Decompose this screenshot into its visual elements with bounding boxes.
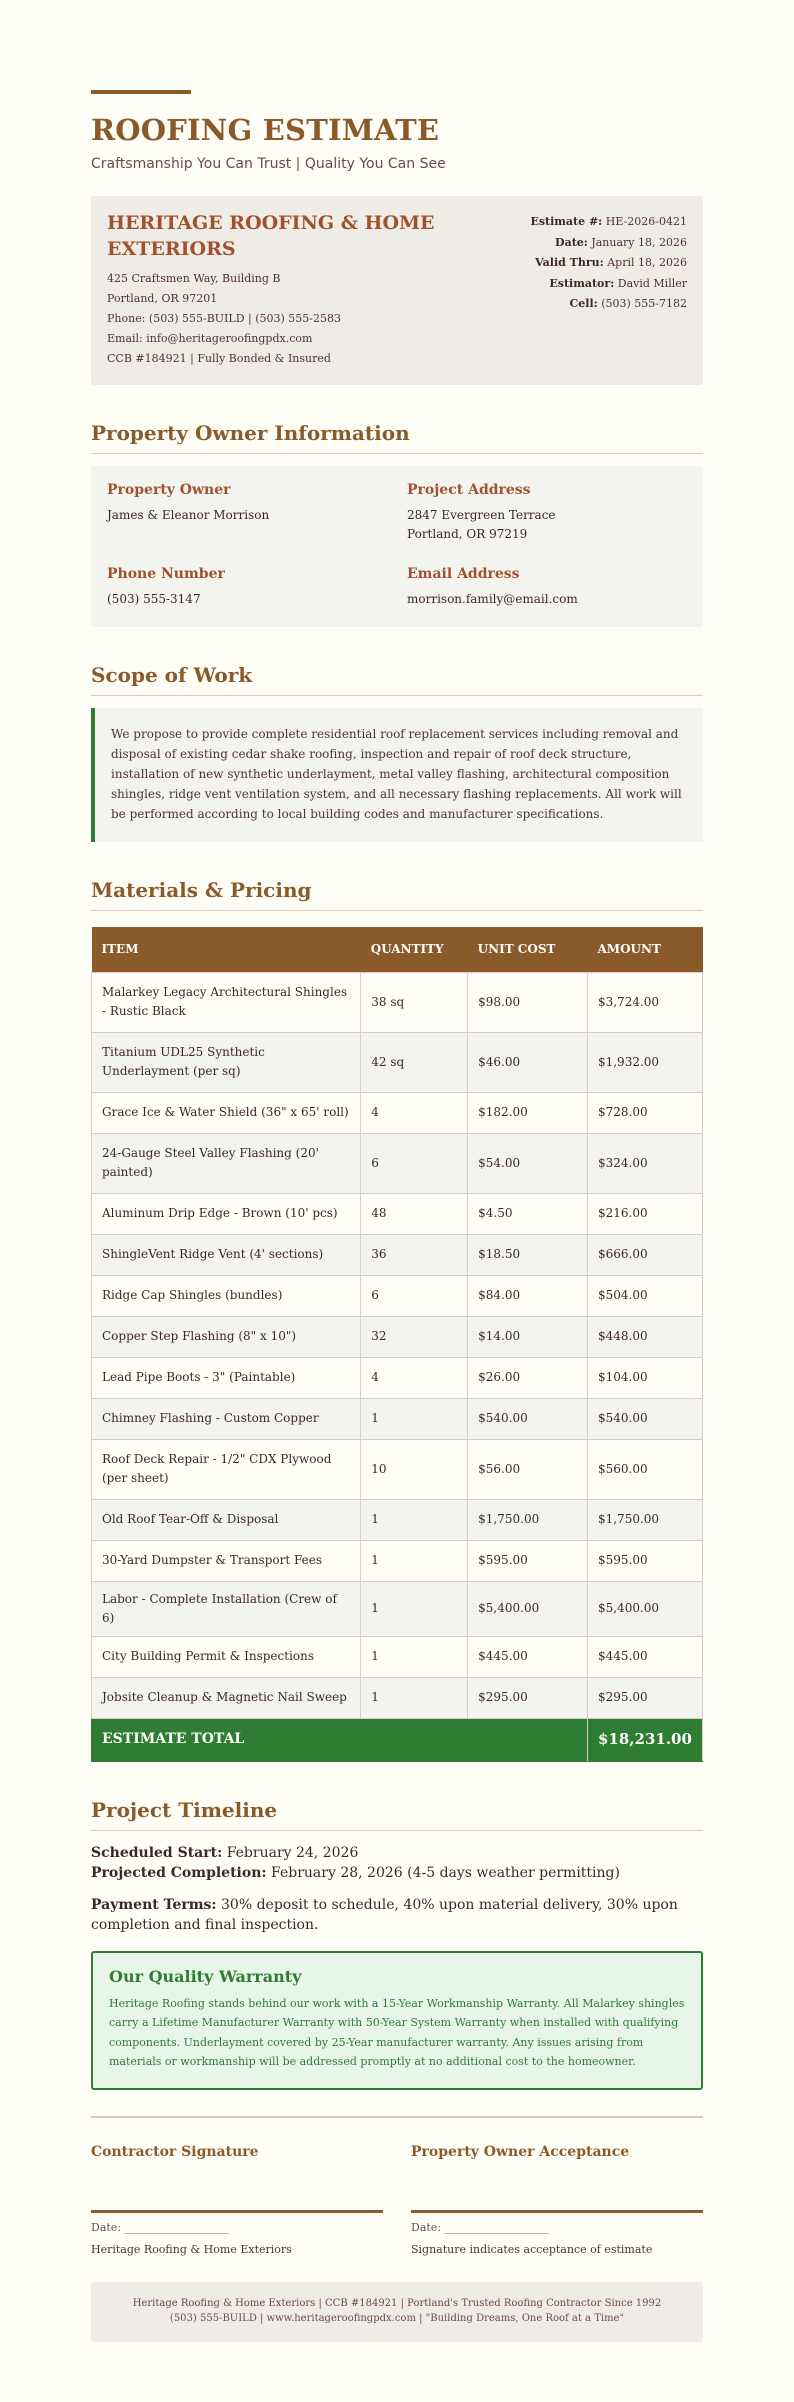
contractor-date-field[interactable]: Date: ___________________ (91, 2220, 230, 2234)
table-row: ShingleVent Ridge Vent (4' sections) 36 $18.50 $666.00 (92, 1234, 703, 1275)
table-row: Grace Ice & Water Shield (36" x 65' roll) 4 $182.00 $728.00 (92, 1092, 703, 1133)
col-header-item: ITEM (92, 927, 361, 972)
table-row: Malarkey Legacy Architectural Shingles - Rustic Black 38 sq $98.00 $3,724.00 (92, 972, 703, 1032)
estimator: Estimator: David Miller (549, 276, 687, 290)
warranty-text: Heritage Roofing stands behind our work with a 15-Year Workmanship Warranty. All Malarkey shingles carry a Lifetime Manufacturer Warranty with 50-Year System Warranty when installed with qualifying components. Underlayment covered by 25-Year manufacturer warranty. Any issues arising from materials or workmanship will be addressed promptly at no additional cost to the homeowner. (109, 1996, 685, 2068)
estimate-date: Date: January 18, 2026 (555, 235, 687, 249)
estimate-total-amount: $18,231.00 (587, 1718, 702, 1761)
table-row: Ridge Cap Shingles (bundles) 6 $84.00 $504.00 (92, 1275, 703, 1316)
owner-signature-line[interactable] (411, 2210, 703, 2213)
owner-name-field: Property Owner James & Eleanor Morrison (107, 482, 270, 522)
materials-table (91, 927, 703, 1762)
section-title-owner: Property Owner Information (91, 421, 703, 454)
scope-of-work-box (91, 708, 703, 842)
contractor-signature-line[interactable] (91, 2210, 383, 2213)
footer-line2: (503) 555-BUILD | www.heritageroofingpdx.com | "Building Dreams, One Roof at a Time" (169, 2312, 625, 2324)
estimate-valid-thru: Valid Thru: April 18, 2026 (535, 256, 687, 269)
table-row: Old Roof Tear-Off & Disposal 1 $1,750.00 $1,750.00 (92, 1499, 703, 1540)
company-info-box (91, 196, 703, 385)
owner-email-field: Email Address morrison.family@email.com (407, 566, 578, 606)
warranty-title: Our Quality Warranty (109, 1966, 302, 1986)
scheduled-start: Scheduled Start: February 24, 2026 (91, 1844, 359, 1861)
signature-divider (91, 2116, 703, 2118)
table-row: Copper Step Flashing (8" x 10") 32 $14.00 $448.00 (92, 1316, 703, 1357)
table-row: Titanium UDL25 Synthetic Underlayment (per sq) 42 sq $46.00 $1,932.00 (92, 1032, 703, 1092)
footer (91, 2282, 703, 2342)
col-header-unit-cost: UNIT COST (468, 927, 588, 972)
estimate-meta (530, 210, 687, 369)
scope-text: We propose to provide complete residential roof replacement services including removal and disposal of existing cedar shake roofing, inspection and repair of roof deck structure, installation of new synthetic underlayment, metal valley flashing, architectural composition shingles, ridge vent ventilation system, and all necessary flashing replacements. All work will be performed according to local building codes and manufacturer specifications. (111, 727, 682, 821)
tagline: Craftsmanship You Can Trust | Quality You Can See (91, 156, 446, 172)
owner-signature-title: Property Owner Acceptance (411, 2143, 630, 2160)
table-row: Roof Deck Repair - 1/2" CDX Plywood (per sheet) 10 $56.00 $560.00 (92, 1439, 703, 1499)
contractor-signature-block (91, 2144, 383, 2256)
section-title-timeline: Project Timeline (91, 1798, 703, 1831)
table-header-row (92, 927, 703, 972)
table-row: Jobsite Cleanup & Magnetic Nail Sweep 1 $295.00 $295.00 (92, 1677, 703, 1718)
company-phone: Phone: (503) 555-BUILD | (503) 555-2583 (107, 312, 341, 325)
owner-date-field[interactable]: Date: ___________________ (411, 2220, 550, 2234)
contractor-signature-title: Contractor Signature (91, 2143, 259, 2160)
header-accent-rule (91, 90, 191, 94)
signature-section (91, 2144, 703, 2256)
table-row: Labor - Complete Installation (Crew of 6) 1 $5,400.00 $5,400.00 (92, 1581, 703, 1636)
company-address-line1: 425 Craftsmen Way, Building B (107, 272, 281, 285)
section-title-materials: Materials & Pricing (91, 878, 703, 911)
table-row: 24-Gauge Steel Valley Flashing (20' painted) 6 $54.00 $324.00 (92, 1133, 703, 1193)
company-details (107, 210, 437, 369)
footer-line1: Heritage Roofing & Home Exteriors | CCB #184921 | Portland's Trusted Roofing Contractor Since 1992 (132, 2297, 662, 2309)
company-name: HERITAGE ROOFING & HOME EXTERIORS (107, 212, 435, 260)
table-row: 30-Yard Dumpster & Transport Fees 1 $595.00 $595.00 (92, 1540, 703, 1581)
warranty-box (91, 1951, 703, 2090)
col-header-amount: AMOUNT (587, 927, 702, 972)
table-row: Lead Pipe Boots - 3" (Paintable) 4 $26.00 $104.00 (92, 1357, 703, 1398)
col-header-quantity: QUANTITY (361, 927, 468, 972)
company-license: CCB #184921 | Fully Bonded & Insured (107, 352, 331, 365)
estimate-total-label: ESTIMATE TOTAL (92, 1718, 588, 1761)
contractor-signature-note: Heritage Roofing & Home Exteriors (91, 2242, 292, 2256)
section-title-scope: Scope of Work (91, 663, 703, 696)
owner-signature-note: Signature indicates acceptance of estimate (411, 2242, 653, 2256)
company-email: Email: info@heritageroofingpdx.com (107, 332, 313, 345)
estimate-total-row (92, 1718, 703, 1761)
table-row: Aluminum Drip Edge - Brown (10' pcs) 48 $4.50 $216.00 (92, 1193, 703, 1234)
owner-signature-block (411, 2144, 703, 2256)
estimator-cell: Cell: (503) 555-7182 (569, 297, 687, 310)
timeline-details (91, 1843, 703, 1883)
company-address-line2: Portland, OR 97201 (107, 292, 218, 305)
table-row: Chimney Flashing - Custom Copper 1 $540.00 $540.00 (92, 1398, 703, 1439)
page-title: ROOFING ESTIMATE (91, 113, 440, 147)
owner-info-box (91, 466, 703, 627)
payment-terms: Payment Terms: 30% deposit to schedule, 40% upon material delivery, 30% upon completion and final inspection. (91, 1896, 678, 1933)
owner-phone-field: Phone Number (503) 555-3147 (107, 566, 225, 606)
project-address-field: Project Address 2847 Evergreen Terrace Portland, OR 97219 (407, 482, 556, 541)
projected-completion: Projected Completion: February 28, 2026 (4-5 days weather permitting) (91, 1864, 620, 1881)
estimate-number: Estimate #: HE-2026-0421 (530, 215, 687, 228)
table-row: City Building Permit & Inspections 1 $445.00 $445.00 (92, 1636, 703, 1677)
